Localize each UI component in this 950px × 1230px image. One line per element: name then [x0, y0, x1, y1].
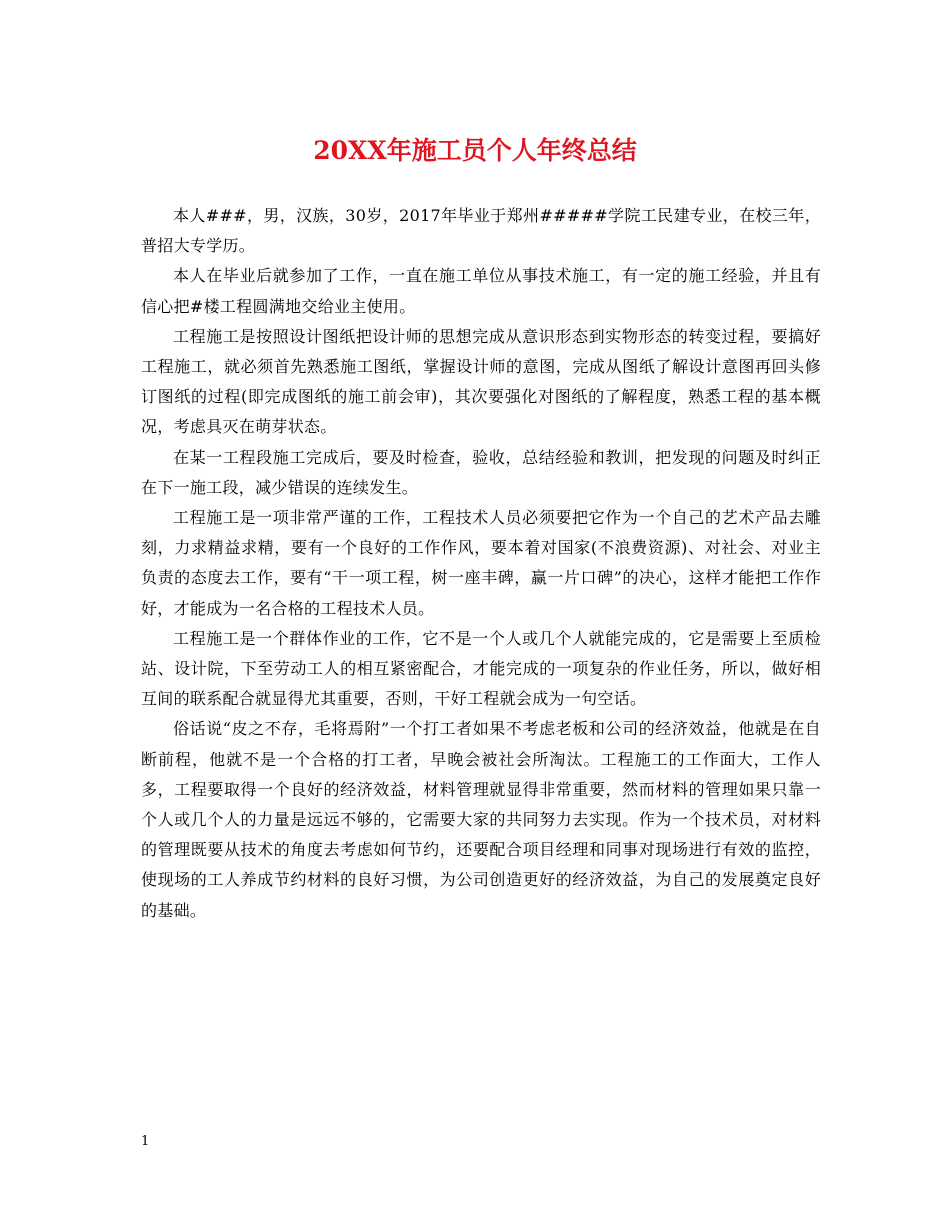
page-number: 1 [141, 1134, 150, 1149]
paragraph-work-attitude: 工程施工是一项非常严谨的工作，工程技术人员必须要把它作为一个自己的艺术产品去雕刻，力求精益求精，要有一个良好的工作作风，要本着对国家(不浪费资源)、对社会、对业主负责的态度去工作，要有“干一项工程，树一座丰碑，赢一片口碑”的决心，这样才能把工作作好，才能成为一名合格的工程技术人员。 [141, 508, 821, 618]
paragraph-work-experience: 本人在毕业后就参加了工作，一直在施工单位从事技术施工，有一定的施工经验，并且有信心把#楼工程圆满地交给业主使用。 [141, 266, 821, 316]
paragraph-materials: 俗话说“皮之不存，毛将焉附”一个打工者如果不考虑老板和公司的经济效益，他就是在自断前程，他就不是一个合格的打工者，早晚会被社会所淘汰。工程施工的工作面大，工作人多，工程要取得一个良好的经济效益，材料管理就显得非常重要，然而材料的管理如果只靠一个人或几个人的力量是远远不够的，它需要大家的共同努力去实现。作为一个技术员，对材料的管理既要从技术的角度去考虑如何节约，还要配合项目经理和同事对现场进行有效的监控，使现场的工人养成节约材料的良好习惯，为公司创造更好的经济效益，为自己的发展奠定良好的基础。 [141, 719, 821, 920]
paragraph-teamwork: 工程施工是一个群体作业的工作，它不是一个人或几个人就能完成的，它是需要上至质检站、设计院，下至劳动工人的相互紧密配合，才能完成的一项复杂的作业任务，所以，做好相互间的联系配合就显得尤其重要，否则，干好工程就会成为一句空话。 [141, 628, 821, 709]
paragraph-drawings: 工程施工是按照设计图纸把设计师的思想完成从意识形态到实物形态的转变过程，要搞好工程施工，就必须首先熟悉施工图纸，掌握设计师的意图，完成从图纸了解设计意图再回头修订图纸的过程(即完成图纸的施工前会审)，其次要强化对图纸的了解程度，熟悉工程的基本概况，考虑具灭在萌芽状态。 [141, 326, 821, 437]
document-title: 20XX年施工员个人年终总结 [313, 136, 637, 165]
paragraph-personal-info: 本人###，男，汉族，30岁，2017年毕业于郑州#####学院工民建专业，在校三年，普招大专学历。 [141, 206, 821, 256]
document-body [141, 201, 821, 926]
paragraph-inspection: 在某一工程段施工完成后，要及时检查，验收，总结经验和教训，把发现的问题及时纠正在下一施工段，减少错误的连续发生。 [141, 447, 821, 497]
